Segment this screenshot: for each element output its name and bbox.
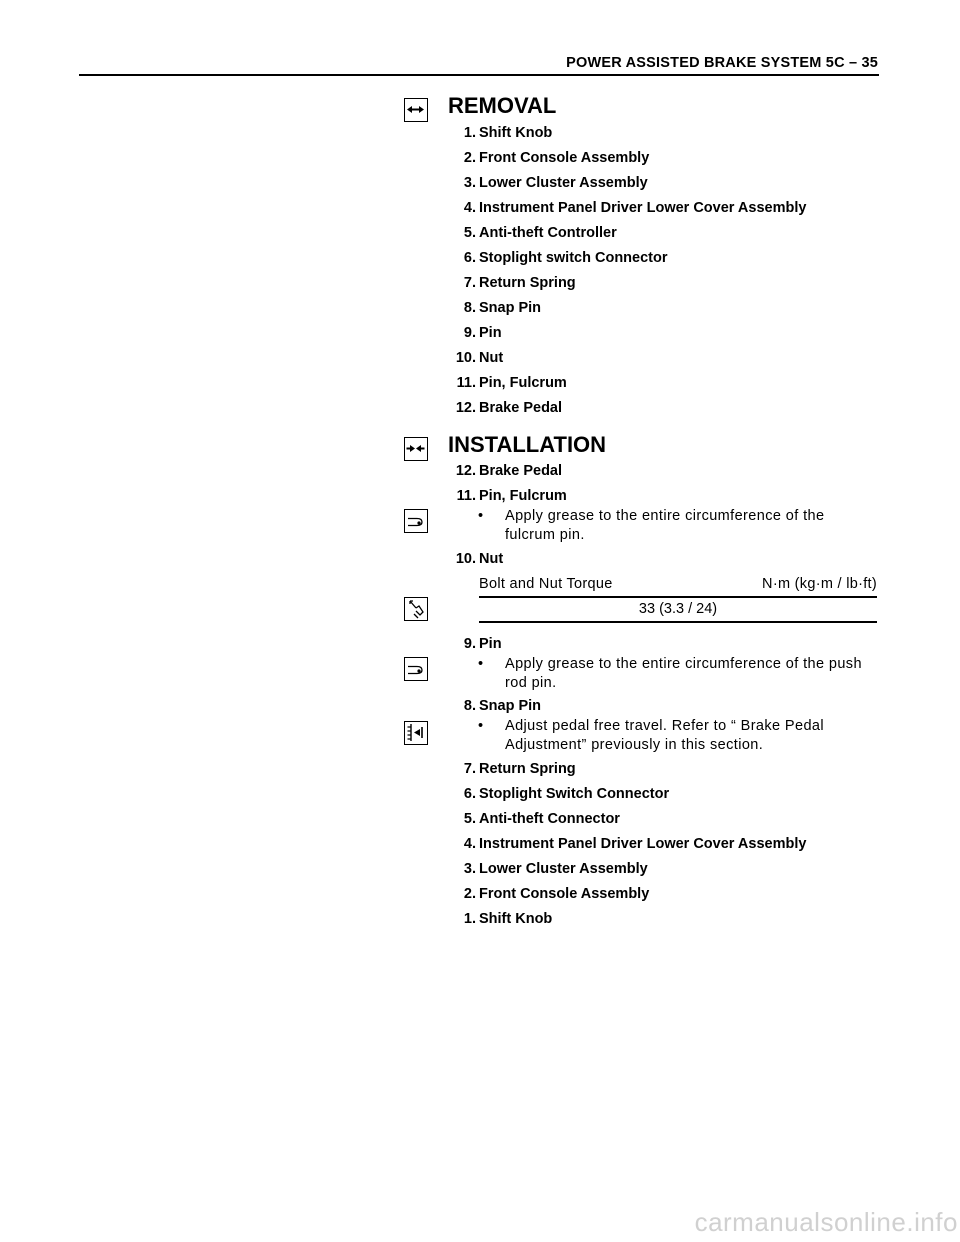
torque-value: 33 (3.3 / 24)	[638, 601, 718, 617]
header-rule	[79, 74, 879, 76]
torque-divider	[479, 596, 877, 598]
list-item: 3. Lower Cluster Assembly	[463, 175, 648, 191]
measure-adjust-icon	[404, 721, 428, 745]
grease-note: • Apply grease to the entire circumference of the fulcrum pin.	[478, 508, 825, 543]
header-title: POWER ASSISTED BRAKE SYSTEM 5C – 35	[566, 55, 878, 71]
list-item: 4. Instrument Panel Driver Lower Cover Assembly	[463, 836, 807, 852]
list-item: 10. Nut	[455, 350, 504, 366]
list-item: 12. Brake Pedal	[455, 400, 563, 416]
list-item: 8. Snap Pin	[463, 698, 542, 714]
list-item: 2. Front Console Assembly	[463, 150, 650, 166]
grease-icon	[404, 509, 428, 533]
torque-header	[479, 576, 877, 592]
torque-wrench-icon	[404, 597, 428, 621]
list-item: 6. Stoplight Switch Connector	[463, 786, 670, 802]
list-item: 7. Return Spring	[463, 275, 576, 291]
list-item: 9. Pin	[463, 325, 502, 341]
installation-title: INSTALLATION	[448, 432, 607, 457]
list-item: 8. Snap Pin	[463, 300, 542, 316]
list-item: 7. Return Spring	[463, 761, 576, 777]
adjust-note: • Adjust pedal free travel. Refer to “ Brake Pedal Adjustment” previously in this section.	[478, 718, 825, 753]
list-item: 2. Front Console Assembly	[463, 886, 650, 902]
torque-divider	[479, 621, 877, 623]
watermark: carmanualsonline.info	[694, 1207, 958, 1237]
list-item: 11. Pin, Fulcrum	[456, 375, 567, 391]
list-item: 1. Shift Knob	[463, 125, 553, 141]
list-item: 11. Pin, Fulcrum	[456, 488, 567, 504]
torque-label: Bolt and Nut Torque	[479, 576, 613, 592]
list-item: 5. Anti-theft Connector	[463, 811, 620, 827]
disassemble-arrows-icon	[404, 98, 428, 122]
list-item: 1. Shift Knob	[463, 911, 553, 927]
list-item: 12. Brake Pedal	[455, 463, 563, 479]
grease-note: • Apply grease to the entire circumference of the push rod pin.	[478, 656, 862, 691]
assemble-arrows-icon	[404, 437, 428, 461]
list-item: 6. Stoplight switch Connector	[463, 250, 668, 266]
list-item: 5. Anti-theft Controller	[463, 225, 617, 241]
list-item: 10. Nut	[455, 551, 504, 567]
grease-icon	[404, 657, 428, 681]
list-item: 3. Lower Cluster Assembly	[463, 861, 648, 877]
removal-title: REMOVAL	[448, 93, 557, 118]
list-item: 9. Pin	[463, 636, 502, 652]
torque-unit: N·m (kg·m / lb·ft)	[762, 576, 877, 592]
list-item: 4. Instrument Panel Driver Lower Cover Assembly	[463, 200, 807, 216]
